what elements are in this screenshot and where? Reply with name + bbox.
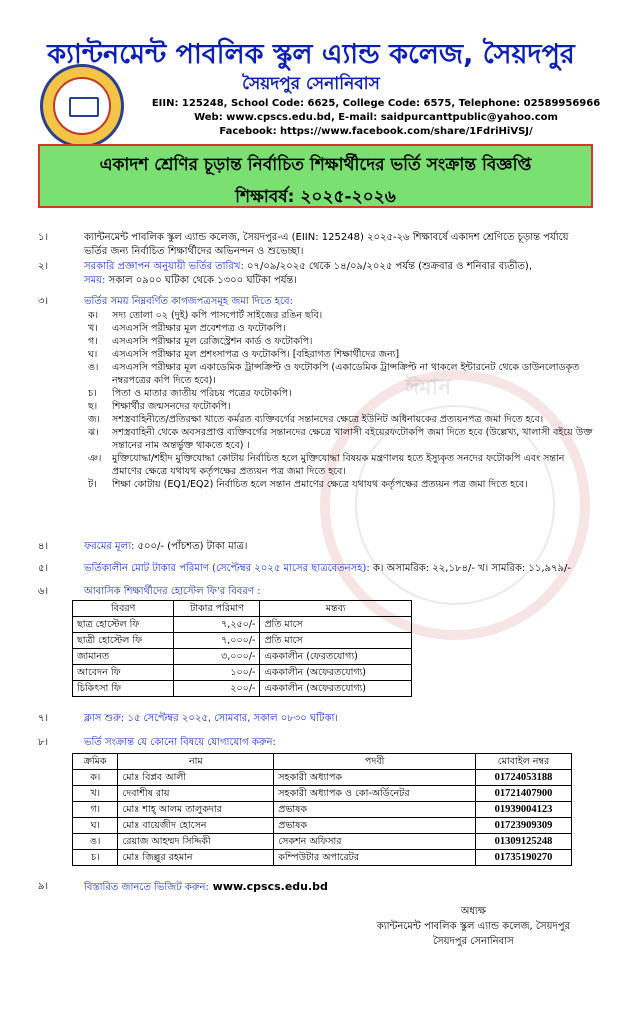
table-row <box>73 818 572 834</box>
website-link[interactable]: www.cpscs.edu.bd <box>208 880 328 893</box>
admission-date-value: ০৭/০৯/২০২৫ থেকে ১৪/০৯/২০২৫ পর্যন্ত (শুক্রবার ও শনিবার ব্যতীত), <box>243 261 533 272</box>
book-icon <box>69 97 99 117</box>
document-item-key: ঝ। <box>88 427 99 438</box>
table-cell: 01939004123 <box>476 802 572 818</box>
document-item-key: ঞ। <box>88 453 102 464</box>
item-number: ৬। <box>38 586 49 597</box>
table-cell: এককালীন (ফেরতযোগ্য) <box>260 649 412 665</box>
class-start: ক্লাস শুরু: ১৫ সেপ্টেম্বর ২০২৫, সোমবার, সকাল ০৮৩০ ঘটিকা। <box>84 713 338 724</box>
document-item-text: এসএসসি পরীক্ষার মূল প্রবেশপত্র ও ফটোকপি। <box>112 323 286 334</box>
table-cell: ৭,০০০/- <box>174 633 260 649</box>
info-facebook[interactable]: Facebook: https://www.facebook.com/share/1FdriHiVSJ/ <box>219 126 533 137</box>
column-header: টাকার পরিমাণ <box>174 601 260 617</box>
table-cell: ২০০/- <box>174 681 260 697</box>
table-cell: মোঃ জিল্লুর রহমান <box>118 850 274 866</box>
table-cell: সেকশন অফিসার <box>274 834 476 850</box>
document-item <box>84 478 594 491</box>
document-item <box>84 322 594 335</box>
table-cell: 01723909309 <box>476 818 572 834</box>
table-cell: দেবাশীষ রায় <box>118 786 274 802</box>
table-cell: 01309125248 <box>476 834 572 850</box>
admission-time-label: সময়: <box>84 275 106 286</box>
contact-heading: ভর্তি সংক্রান্ত যে কোনো বিষয়ে যোগাযোগ করুন: <box>84 737 276 748</box>
table-row <box>73 633 412 649</box>
table-cell: চিকিৎসা ফি <box>73 681 174 697</box>
form-price-label: ফরমের মূল্য: <box>84 541 135 552</box>
admission-time-value: সকাল ০৯০০ ঘটিকা থেকে ১৩০০ ঘটিকা পর্যন্ত। <box>105 275 297 286</box>
table-cell: প্রতি মাসে <box>260 617 412 633</box>
documents-list <box>84 309 594 491</box>
signature-line1: ক্যান্টনমেন্ট পাবলিক স্কুল এ্যান্ড কলেজ, সৈয়দপুর <box>376 921 570 932</box>
document-item <box>84 413 594 426</box>
documents-heading: ভর্তির সময় নিম্নবর্ণিত কাগজপত্রসমূহ জমা দিতে হবে: <box>84 296 293 307</box>
document-item-text: সশস্ত্রবাহিনীতে/প্রতিরক্ষা খাতে কর্মরত ব্যক্তিবর্গের সন্তানদের ক্ষেত্রে ইউনিট অধিনায়কের প্রত্যয়নপত্র জমা দিতে হবে। <box>112 414 544 425</box>
document-item <box>84 387 594 400</box>
table-cell: 01735190270 <box>476 850 572 866</box>
document-item <box>84 348 594 361</box>
table-cell: চ। <box>73 850 118 866</box>
school-name: ক্যান্টনমেন্ট পাবলিক স্কুল এ্যান্ড কলেজ, সৈয়দপুর <box>47 39 575 70</box>
item-number: ৩। <box>38 296 49 307</box>
document-item <box>84 309 594 322</box>
admission-date-label: সরকারি প্রজ্ঞাপন অনুযায়ী ভর্তির তারিখ: <box>84 261 244 272</box>
total-fee-value: ক। অসামরিক: ২২,১৮৪/- খ। সামরিক: ১১,৯৭৯/- <box>369 563 572 574</box>
school-location: সৈয়দপুর সেনানিবাস <box>242 74 380 94</box>
document-item-key: খ। <box>88 323 98 334</box>
total-fee-label: ভর্তিকালীন মোট টাকার পরিমাণ (সেপ্টেম্বর ২০২৫ মাসের ছাত্রবেতনসহ): <box>84 563 370 574</box>
column-header: বিবরণ <box>73 601 174 617</box>
item-1-line2: ভর্তির জন্য নির্বাচিত শিক্ষার্থীদের অভিনন্দন ও শুভেচ্ছা। <box>84 246 304 257</box>
table-cell: ৩,০০০/- <box>174 649 260 665</box>
table-cell: ঙ। <box>73 834 118 850</box>
table-cell: খ। <box>73 786 118 802</box>
table-cell: গ। <box>73 802 118 818</box>
document-item-key: গ। <box>88 336 98 347</box>
info-web-email[interactable]: Web: www.cpscs.edu.bd, E-mail: saidpurcanttpublic@yahoo.com <box>194 112 558 123</box>
table-row <box>73 850 572 866</box>
column-header: ক্রমিক <box>73 754 118 770</box>
table-cell: কম্পিউটার অপারেটর <box>274 850 476 866</box>
table-row <box>73 665 412 681</box>
table-cell: ঘ। <box>73 818 118 834</box>
document-item-key: ক। <box>88 310 99 321</box>
table-cell: রেয়াজ আহম্মদ সিদ্দিকী <box>118 834 274 850</box>
item-number: ৪। <box>38 541 49 552</box>
form-price-value: ৫০০/- (পাঁচশত) টাকা মাত্র। <box>134 541 248 552</box>
table-cell: মোঃ বিপ্লব আলী <box>118 770 274 786</box>
document-item-key: ঘ। <box>88 349 98 360</box>
table-row <box>73 786 572 802</box>
document-item-text: সদ্য তোলা ০২ (দুই) কপি পাসপোর্ট সাইজের রঙিন ছবি। <box>112 310 323 321</box>
item-number: ৭। <box>38 713 49 724</box>
watermark-text: ঈমান <box>405 375 452 400</box>
item-number: ৯। <box>38 881 49 892</box>
table-cell: প্রভাষক <box>274 818 476 834</box>
hostel-fee-table <box>72 600 412 697</box>
document-item <box>84 400 594 413</box>
hostel-fee-heading: আবাসিক শিক্ষার্থীদের হোস্টেল ফি'র বিবরণ : <box>84 586 261 597</box>
table-cell: ১০০/- <box>174 665 260 681</box>
table-cell: মোঃ বায়েজীদ হোসেন <box>118 818 274 834</box>
table-cell: ছাত্রী হোস্টেল ফি <box>73 633 174 649</box>
item-number: ৮। <box>38 737 49 748</box>
document-item <box>84 426 594 452</box>
document-item-text: এসএসসি পরীক্ষার মূল একাডেমিক ট্রান্সক্রিপ্ট ও ফটোকপি (একাডেমিক ট্রান্সক্রিপ্ট না থাকলে ইন্টারনেট থেকে ডাউনলোডকৃত নম্বরপত্রের কপি দিতে হবে)। <box>112 362 580 386</box>
table-row <box>73 770 572 786</box>
document-item <box>84 335 594 348</box>
document-item-text: শিক্ষা কোটায় (EQ1/EQ2) নির্বাচিত হলে সন্তান প্রমাণের ক্ষেত্রে যথাযথ কর্তৃপক্ষের প্রত্যয়ন পত্র জমা দিতে হবে। <box>112 479 528 490</box>
table-cell: এককালীন (অফেরতযোগ্য) <box>260 665 412 681</box>
document-item-key: ট। <box>88 479 97 490</box>
table-cell: মোঃ শাহ্ আলম তালুকদার <box>118 802 274 818</box>
table-row <box>73 802 572 818</box>
document-item-text: এসএসসি পরীক্ষার মূল প্রশংসাপত্র ও ফটোকপি। [বহিরাগত শিক্ষার্থীদের জন্য] <box>112 349 400 360</box>
column-header: মোবাইল নম্বর <box>476 754 572 770</box>
table-cell: এককালীন (অফেরতযোগ্য) <box>260 681 412 697</box>
table-cell: ৭,২৫০/- <box>174 617 260 633</box>
column-header: পদবী <box>274 754 476 770</box>
column-header: নাম <box>118 754 274 770</box>
document-item-key: জ। <box>88 414 100 425</box>
notice-title-box <box>38 144 593 208</box>
table-cell: প্রতি মাসে <box>260 633 412 649</box>
document-item-key: চ। <box>88 388 97 399</box>
contact-table <box>72 753 572 866</box>
table-row <box>73 617 412 633</box>
document-item-key: ঙ। <box>88 362 99 373</box>
document-item <box>84 361 594 387</box>
info-codes: EIIN: 125248, School Code: 6625, College Code: 6575, Telephone: 02589956966 <box>151 98 601 109</box>
table-row <box>73 681 412 697</box>
notice-session: শিক্ষাবর্ষ: ২০২৫-২০২৬ <box>235 187 396 207</box>
table-cell: সহকারী অধ্যাপক <box>274 770 476 786</box>
document-item-text: এসএসসি পরীক্ষার মূল রেজিস্ট্রেশন কার্ড ও ফটোকপি। <box>112 336 313 347</box>
signature-block <box>377 904 570 949</box>
table-cell: প্রভাষক <box>274 802 476 818</box>
item-1-line1: ক্যান্টনমেন্ট পাবলিক স্কুল এ্যান্ড কলেজ, সৈয়দপুর-এ (EIIN: 125248) ২০২৫-২৬ শিক্ষাবর্ষে একাদশ শ্রেণিতে চূড়ান্ত পর্যায়ে <box>84 232 569 243</box>
document-item-key: ছ। <box>88 401 98 412</box>
table-row <box>73 834 572 850</box>
item-number: ২। <box>38 261 49 272</box>
table-row <box>73 649 412 665</box>
notice-heading: একাদশ শ্রেণির চূড়ান্ত নির্বাচিত শিক্ষার্থীদের ভর্তি সংক্রান্ত বিজ্ঞপ্তি <box>99 155 532 175</box>
document-item <box>84 452 594 478</box>
table-cell: ক। <box>73 770 118 786</box>
visit-label: বিস্তারিত জানতে ভিজিট করুন: <box>84 882 209 893</box>
table-cell: 01724053188 <box>476 770 572 786</box>
item-number: ৫। <box>38 563 49 574</box>
signature-line2: সৈয়দপুর সেনানিবাস <box>433 936 514 947</box>
school-contact-info <box>140 97 612 139</box>
table-cell: ছাত্র হোস্টেল ফি <box>73 617 174 633</box>
table-cell: আবেদন ফি <box>73 665 174 681</box>
document-item-text: পিতা ও মাতার জাতীয় পরিচয় পত্রের ফটোকপি। <box>112 388 292 399</box>
signature-title: অধ্যক্ষ <box>460 906 487 917</box>
document-item-text: মুক্তিযোদ্ধা/শহীদ মুক্তিযোদ্ধা কোটায় নির্বাচিত হলে মুক্তিযোদ্ধা বিষয়ক মন্ত্রণালয় হতে ইস্যুকৃত সনদের ফটোকপি এবং সন্তান প্রমাণের ক্ষেত্রে যথাযথ কর্তৃপক্ষের প্রত্যয়ন পত্র জমা দিতে হবে। <box>112 453 565 477</box>
table-cell: সহকারী অধ্যাপক ও কো-অর্ডিনেটর <box>274 786 476 802</box>
item-number: ১। <box>38 232 49 243</box>
table-cell: জামানত <box>73 649 174 665</box>
table-cell: 01721407900 <box>476 786 572 802</box>
document-item-text: সশস্ত্রবাহিনী থেকে অবসরপ্রাপ্ত ব্যক্তিবর্গের সন্তানদের ক্ষেত্রে খালাসী বইয়েরফটোকপি জমা দিতে হবে (উল্লেখ্য, খালাসী বইয়ে উক্ত সন্তানের নাম অন্তর্ভুক্ত থাকতে হবে) । <box>112 427 593 451</box>
column-header: মন্তব্য <box>260 601 412 617</box>
document-item-text: শিক্ষার্থীর জন্মসনদের ফটোকপি। <box>112 401 231 412</box>
